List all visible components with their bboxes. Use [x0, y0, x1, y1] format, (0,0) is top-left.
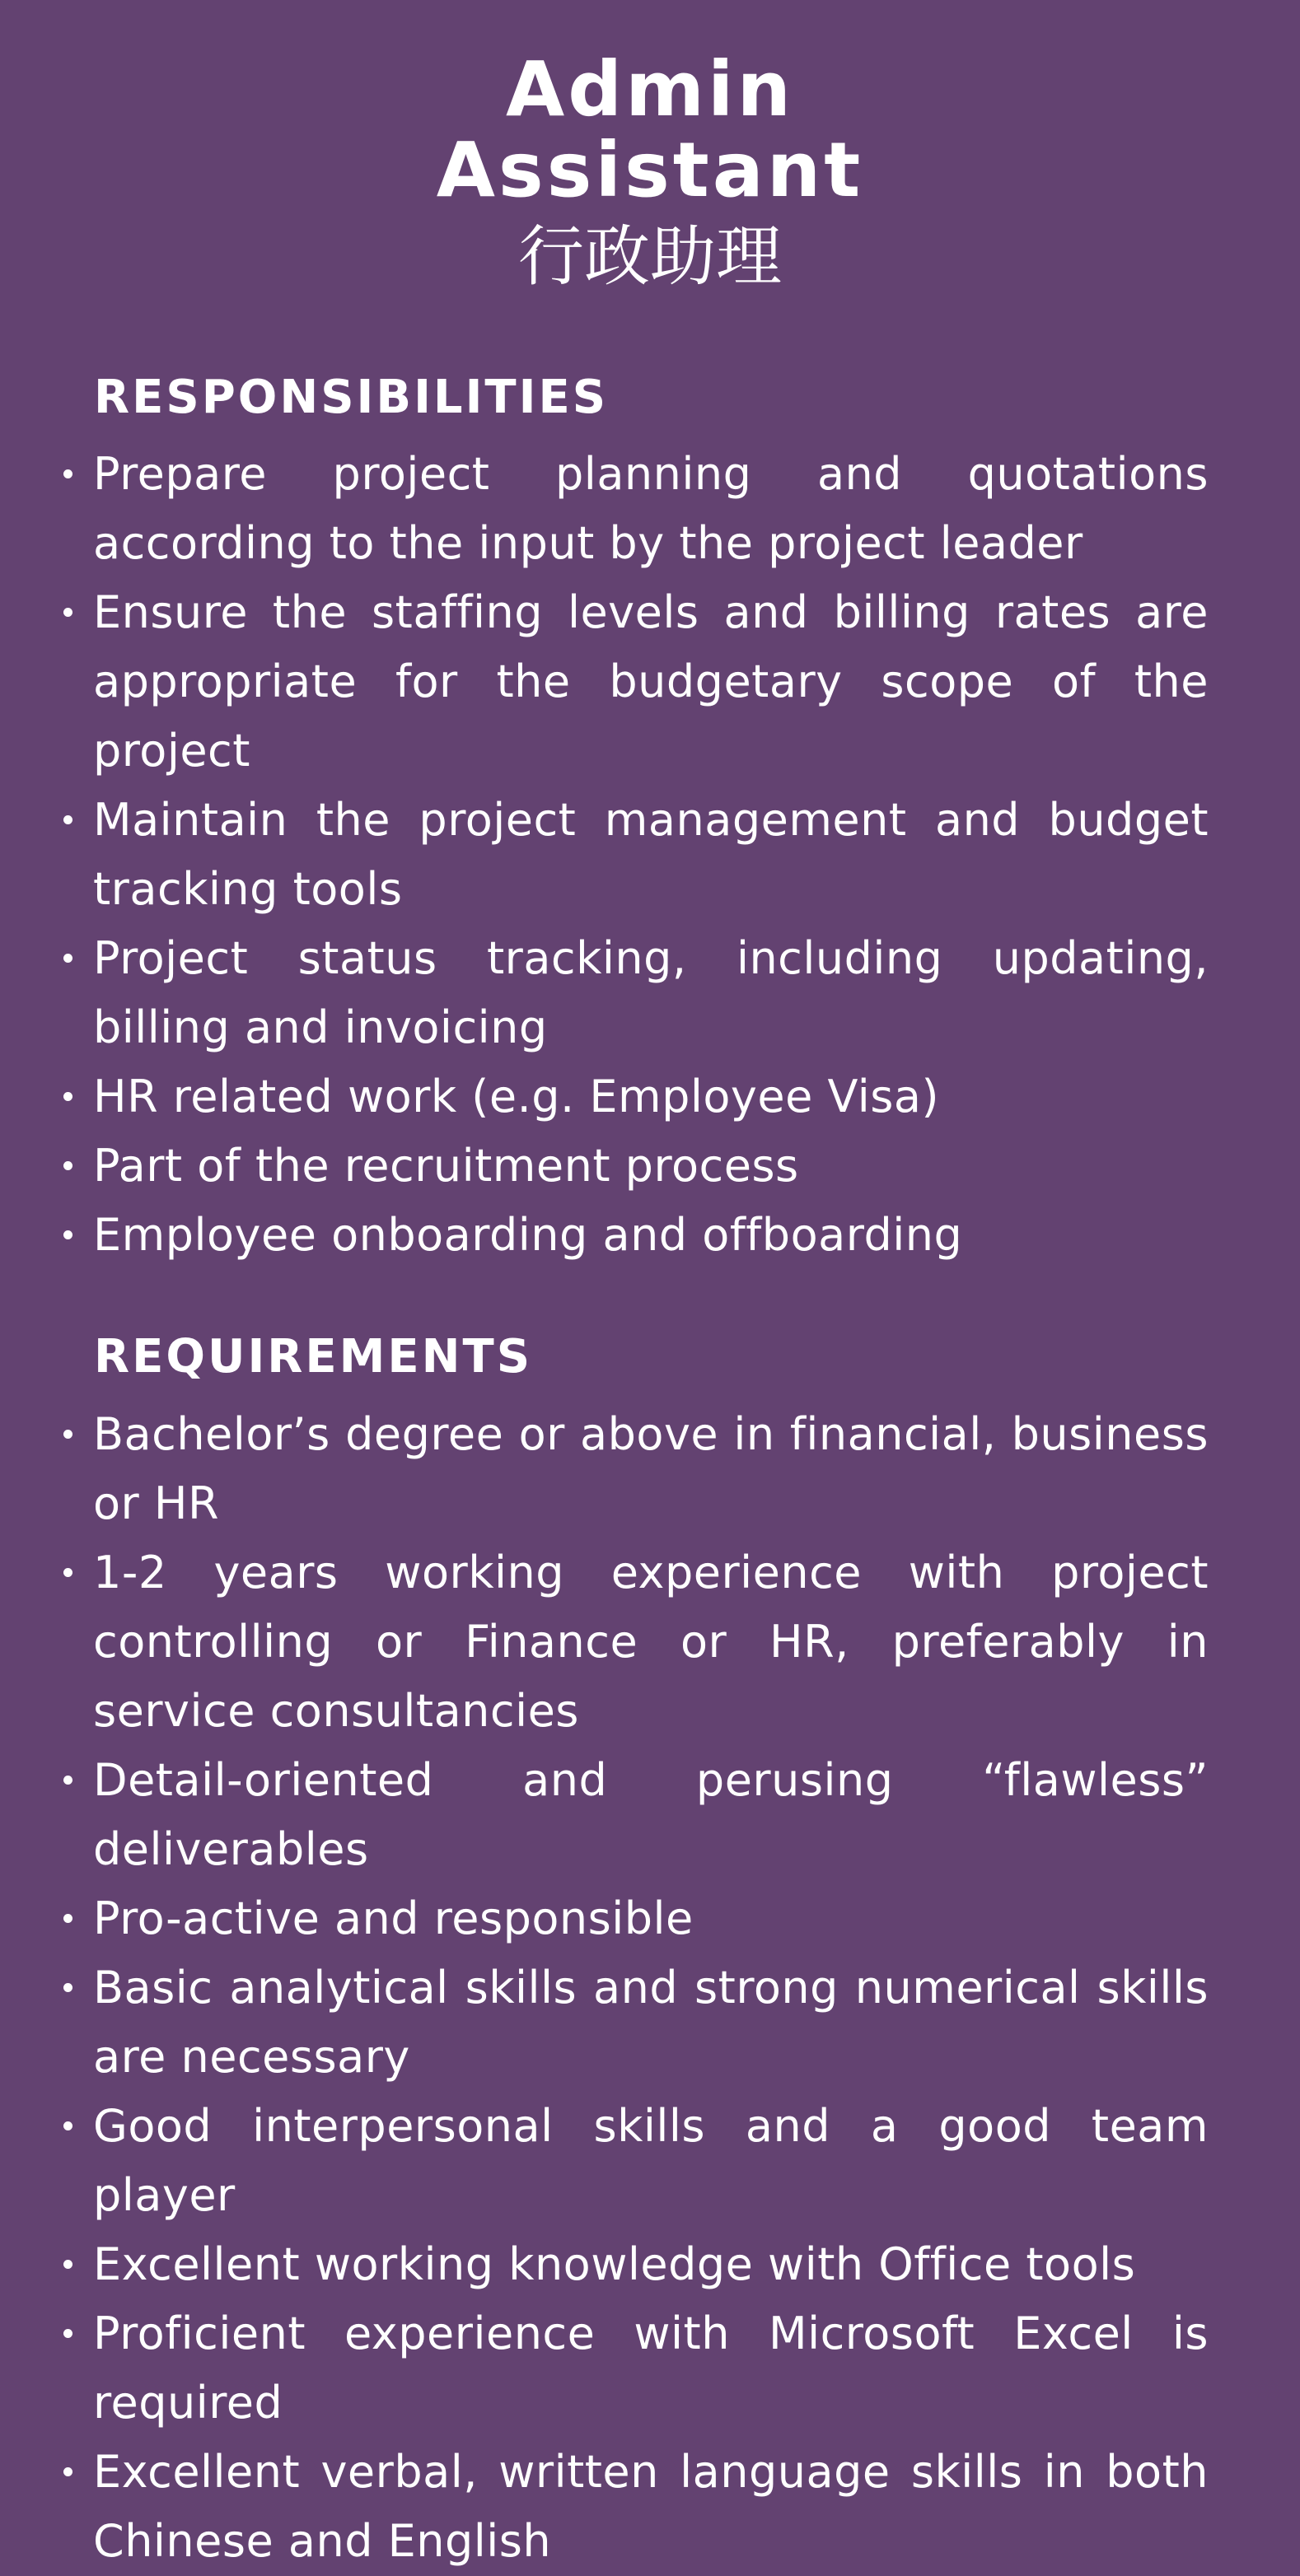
list-item: Part of the recruitment process: [0, 1132, 1209, 1201]
list-item: Good interpersonal skills and a good team player: [0, 2092, 1209, 2230]
job-title-block: [0, 45, 1300, 298]
requirements-list: [0, 1400, 1300, 2576]
responsibilities-list: [0, 440, 1300, 1270]
bullet-dot-icon: [63, 2260, 72, 2269]
list-item: Project status tracking, including updating, billing and invoicing: [0, 924, 1209, 1062]
list-item: Employee onboarding and offboarding: [0, 1201, 1209, 1270]
bullet-dot-icon: [63, 608, 72, 617]
list-item: Pro-active and responsible: [0, 1884, 1209, 1953]
bullet-dot-icon: [63, 469, 72, 478]
bullet-dot-icon: [63, 2121, 72, 2130]
bullet-dot-icon: [63, 1776, 72, 1785]
bullet-dot-icon: [63, 1161, 72, 1170]
bullet-dot-icon: [63, 1230, 72, 1239]
bullet-dot-icon: [63, 815, 72, 824]
job-title-line-1: Admin: [506, 45, 794, 133]
bullet-dot-icon: [63, 954, 72, 963]
list-item: Detail-oriented and perusing “flawless” deliverables: [0, 1746, 1209, 1884]
list-item: Bachelor’s degree or above in financial, business or HR: [0, 1400, 1209, 1538]
list-item: Basic analytical skills and strong numerical skills are necessary: [0, 1953, 1209, 2092]
bullet-dot-icon: [63, 1568, 72, 1577]
bullet-dot-icon: [63, 1914, 72, 1923]
job-title-chinese: 行政助理: [518, 218, 782, 295]
list-item: Ensure the staffing levels and billing rates are appropriate for the budgetary scope of the project: [0, 578, 1209, 786]
list-item: Excellent verbal, written language skills in both Chinese and English: [0, 2438, 1209, 2576]
bullet-dot-icon: [63, 2329, 72, 2338]
bullet-dot-icon: [63, 1092, 72, 1101]
requirements-heading: REQUIREMENTS: [94, 1330, 533, 1384]
bullet-dot-icon: [63, 1983, 72, 1992]
list-item: Excellent working knowledge with Office tools: [0, 2230, 1209, 2299]
list-item: 1-2 years working experience with project controlling or Finance or HR, preferably in service consultancies: [0, 1538, 1209, 1746]
responsibilities-heading: RESPONSIBILITIES: [94, 371, 609, 424]
list-item: Maintain the project management and budget tracking tools: [0, 786, 1209, 924]
bullet-dot-icon: [63, 1430, 72, 1439]
list-item: HR related work (e.g. Employee Visa): [0, 1062, 1209, 1132]
list-item: Prepare project planning and quotations according to the input by the project leader: [0, 440, 1209, 578]
bullet-dot-icon: [63, 2467, 72, 2476]
job-title-line-2: Assistant: [436, 126, 864, 214]
list-item: Proficient experience with Microsoft Excel is required: [0, 2299, 1209, 2438]
